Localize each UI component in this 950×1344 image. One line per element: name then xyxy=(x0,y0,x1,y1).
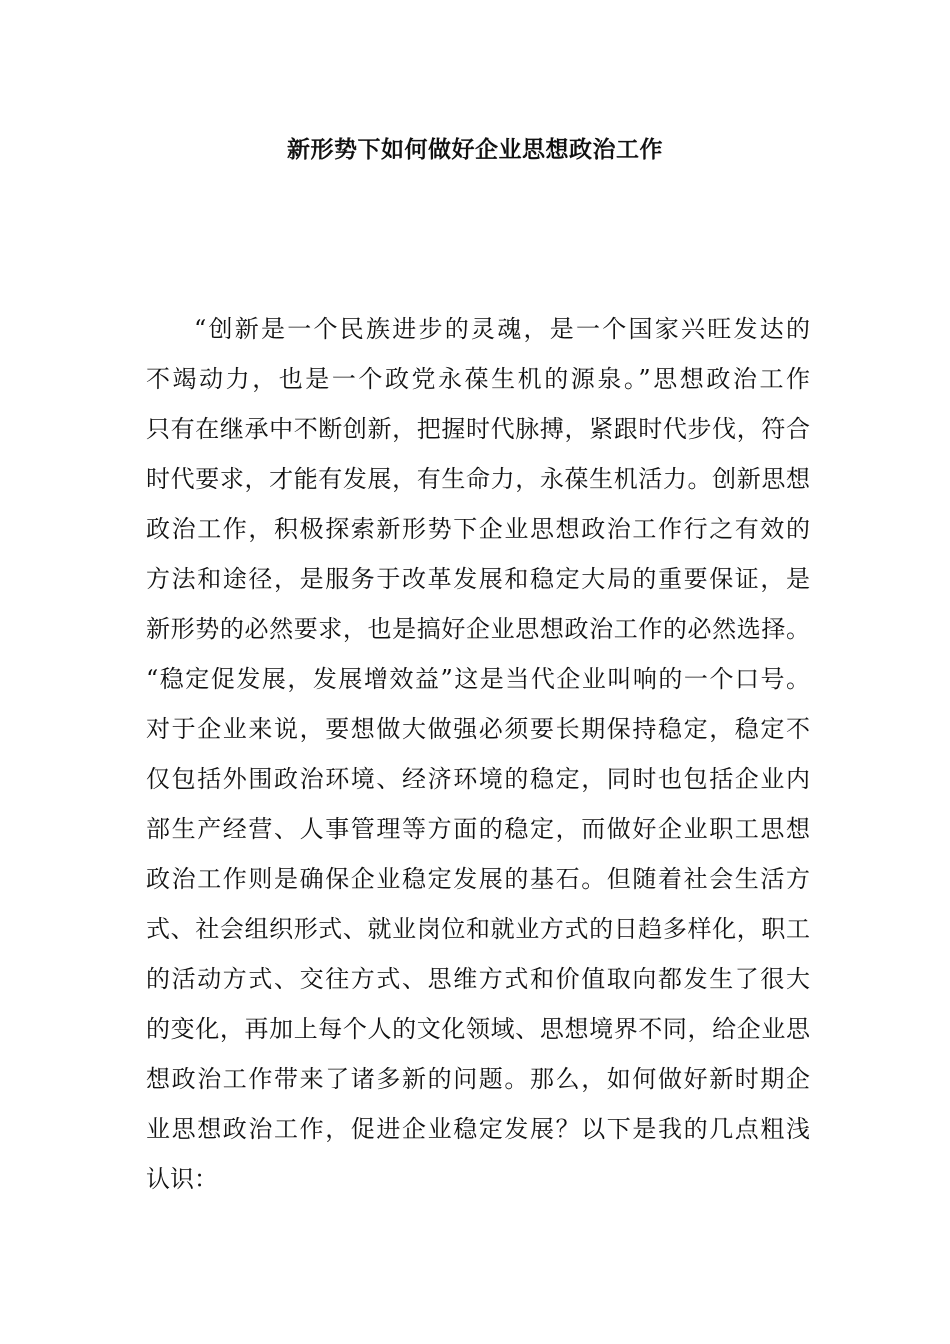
paragraph-line: 新形势的必然要求，也是搞好企业思想政治工作的必然选择。 xyxy=(146,615,810,643)
paragraph-line: 只有在继承中不断创新，把握时代脉搏，紧跟时代步伐，符合 xyxy=(146,415,810,443)
paragraph-line: 政治工作则是确保企业稳定发展的基石。但随着社会生活方 xyxy=(146,865,810,893)
paragraph-line: 的活动方式、交往方式、思维方式和价值取向都发生了很大 xyxy=(146,965,810,993)
paragraph-line: “稳定促发展，发展增效益”这是当代企业叫响的一个口号。 xyxy=(146,665,810,693)
paragraph-line: 不竭动力，也是一个政党永葆生机的源泉。”思想政治工作 xyxy=(146,365,810,393)
paragraph-line: 部生产经营、人事管理等方面的稳定，而做好企业职工思想 xyxy=(146,815,810,843)
paragraph-line: 仅包括外围政治环境、经济环境的稳定，同时也包括企业内 xyxy=(146,765,810,793)
paragraph-line: 的变化，再加上每个人的文化领域、思想境界不同，给企业思 xyxy=(146,1015,810,1043)
paragraph-line: 时代要求，才能有发展，有生命力，永葆生机活力。创新思想 xyxy=(146,465,810,493)
paragraph-line: 认识： xyxy=(146,1165,218,1193)
paragraph-line: 式、社会组织形式、就业岗位和就业方式的日趋多样化，职工 xyxy=(146,915,810,943)
paragraph-line: 政治工作，积极探索新形势下企业思想政治工作行之有效的 xyxy=(146,515,810,543)
paragraph-line: 想政治工作带来了诸多新的问题。那么，如何做好新时期企 xyxy=(146,1065,810,1093)
paragraph-line: “创新是一个民族进步的灵魂，是一个国家兴旺发达的 xyxy=(194,315,810,343)
body-paragraph xyxy=(146,304,810,1204)
paragraph-line: 方法和途径，是服务于改革发展和稳定大局的重要保证，是 xyxy=(146,565,810,593)
paragraph-line: 业思想政治工作，促进企业稳定发展？以下是我的几点粗浅 xyxy=(146,1115,810,1143)
document-title: 新形势下如何做好企业思想政治工作 xyxy=(287,137,663,163)
paragraph-line: 对于企业来说，要想做大做强必须要长期保持稳定，稳定不 xyxy=(146,715,810,743)
